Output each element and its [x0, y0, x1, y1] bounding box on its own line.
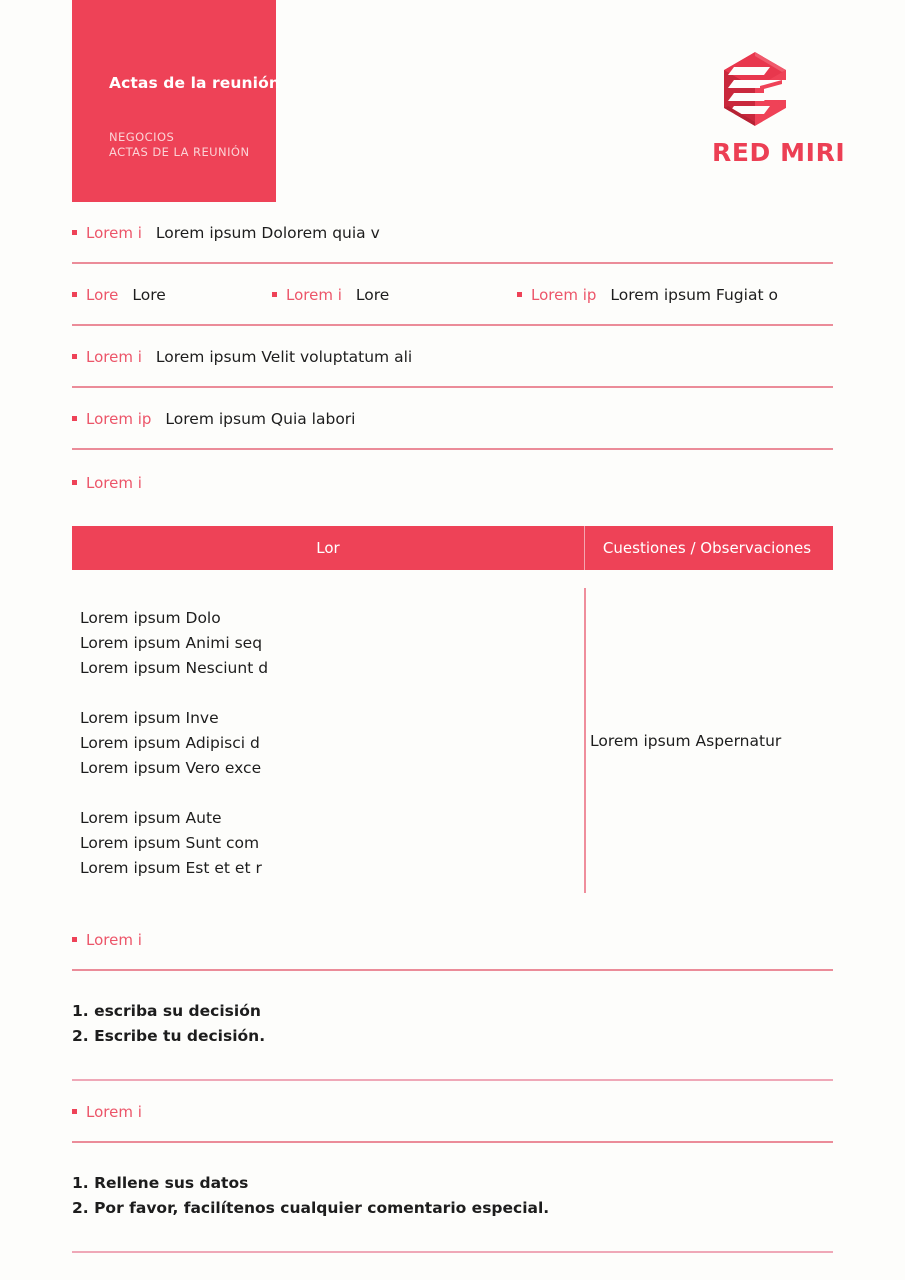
- bullet-square-icon: [272, 292, 277, 297]
- bullet-square-icon: [72, 1109, 77, 1114]
- field-value[interactable]: Lorem ipsum Velit voluptatum ali: [155, 348, 413, 366]
- table-row: Lorem ipsum Nesciunt d: [80, 659, 269, 677]
- field-lorem-1: [72, 224, 380, 242]
- field-label: Lorem i: [86, 348, 142, 366]
- document-body: [0, 202, 905, 1253]
- subtitle-line-1: NEGOCIOS: [109, 130, 175, 144]
- field-row-1: [72, 202, 833, 264]
- field-lorem-5: [72, 474, 156, 492]
- field-lorem-4: [72, 410, 355, 428]
- brand-name: RED MIRI: [712, 138, 846, 167]
- field-comments-heading: [72, 1103, 156, 1121]
- bullet-square-icon: [72, 416, 77, 421]
- bullet-square-icon: [72, 230, 77, 235]
- field-lorem-2c: [517, 286, 778, 304]
- table-row: Lorem ipsum Aute: [80, 809, 222, 827]
- title-block: [72, 0, 280, 202]
- bullet-square-icon: [72, 937, 77, 942]
- observation-note: Lorem ipsum Aspernatur: [590, 731, 782, 750]
- field-lorem-2b: [272, 286, 517, 304]
- decisions-heading-row: [72, 909, 833, 971]
- document-header: [0, 0, 905, 202]
- field-label: Lorem i: [86, 224, 142, 242]
- field-value[interactable]: Lorem ipsum Dolorem quia v: [155, 224, 380, 242]
- table-row: Lorem ipsum Dolo: [80, 609, 221, 627]
- bullet-square-icon: [72, 292, 77, 297]
- hexagon-stripes-logo-icon: [720, 50, 790, 128]
- field-row-4: [72, 388, 833, 450]
- field-row-2: [72, 264, 833, 326]
- field-lorem-2a: [72, 286, 272, 304]
- table-header-cell-2: Cuestiones / Observaciones: [584, 526, 829, 570]
- table-row: Lorem ipsum Adipisci d: [80, 734, 260, 752]
- table-header-cell-1: Lor: [316, 539, 340, 557]
- bullet-square-icon: [72, 354, 77, 359]
- table-row: Lorem ipsum Animi seq: [80, 634, 263, 652]
- subtitle-line-2: ACTAS DE LA REUNIÓN: [109, 145, 250, 159]
- table-cell-observations[interactable]: [584, 588, 829, 893]
- minutes-table: [72, 526, 833, 893]
- field-label: Lore: [86, 286, 119, 304]
- field-decisions-heading: [72, 931, 156, 949]
- comments-heading-row: [72, 1081, 833, 1143]
- field-value[interactable]: Lore: [355, 286, 390, 304]
- list-item: 1. escriba su decisión: [72, 1002, 261, 1020]
- field-row-3: [72, 326, 833, 388]
- list-item: 2. Escribe tu decisión.: [72, 1027, 266, 1045]
- table-cell-items[interactable]: [72, 588, 584, 893]
- field-value[interactable]: Lore: [132, 286, 166, 304]
- field-label: Lorem i: [286, 286, 342, 304]
- comments-list[interactable]: [72, 1143, 833, 1253]
- table-row-spacer: [80, 681, 584, 706]
- bullet-square-icon: [72, 480, 77, 485]
- field-label: Lorem i: [86, 931, 142, 949]
- bullet-square-icon: [517, 292, 522, 297]
- list-item: 1. Rellene sus datos: [72, 1174, 249, 1192]
- field-label: Lorem ip: [531, 286, 597, 304]
- list-item: 2. Por favor, facilítenos cualquier comentario especial.: [72, 1199, 550, 1217]
- table-section-heading: [72, 450, 833, 514]
- field-label: Lorem i: [86, 1103, 142, 1121]
- decisions-list[interactable]: [72, 971, 833, 1081]
- table-row: Lorem ipsum Vero exce: [80, 759, 262, 777]
- table-body: [72, 570, 833, 893]
- table-row-spacer: [80, 781, 584, 806]
- field-value[interactable]: Lorem ipsum Fugiat o: [610, 286, 778, 304]
- table-header-row: [72, 526, 833, 570]
- field-value[interactable]: Lorem ipsum Quia labori: [165, 410, 356, 428]
- field-label: Lorem i: [86, 474, 142, 492]
- table-row: Lorem ipsum Sunt com: [80, 834, 260, 852]
- page-title: Actas de la reunión: [109, 74, 280, 92]
- field-lorem-3: [72, 348, 412, 366]
- field-label: Lorem ip: [86, 410, 152, 428]
- table-row: Lorem ipsum Est et et r: [80, 859, 262, 877]
- table-row: Lorem ipsum Inve: [80, 709, 219, 727]
- document-subtitle: [109, 130, 250, 160]
